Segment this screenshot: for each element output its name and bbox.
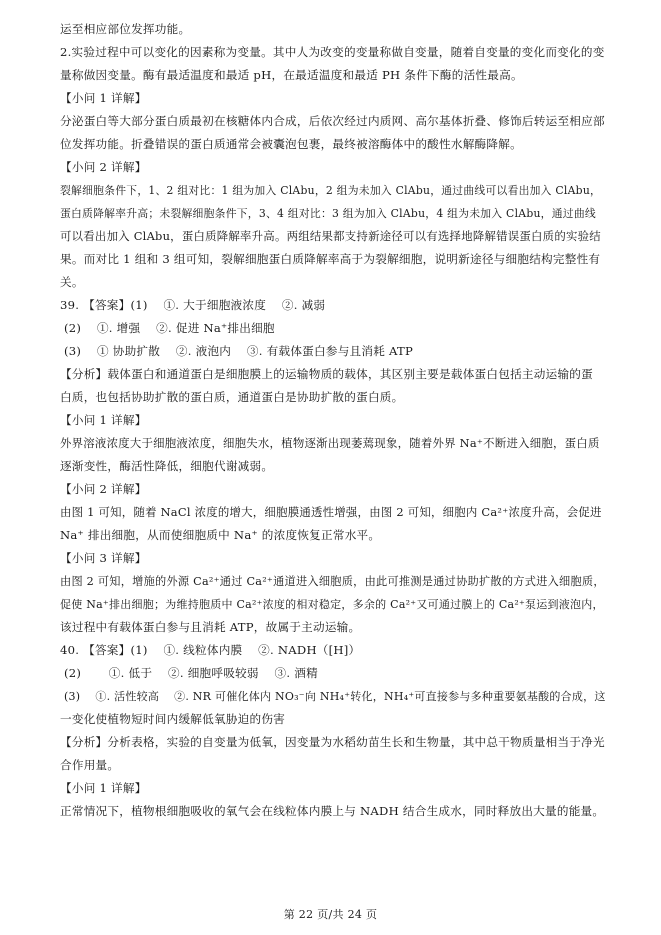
text-line: 外界溶液浓度大于细胞液浓度，细胞失水，植物逐渐出现萎蔫现象，随着外界 Na⁺不断进入细胞，蛋白质 xyxy=(60,436,600,450)
text-line: 该过程中有载体蛋白参与且消耗 ATP，故属于主动运输。 xyxy=(60,620,361,634)
section-heading: 【小问 1 详解】 xyxy=(60,781,147,795)
answer-line: (3) ①. 活性较高 ②. NR 可催化体内 NO₃⁻向 NH₄⁺转化，NH₄⁺可直接参与多种重要氨基酸的合成，这 xyxy=(64,690,606,703)
text-line: 裂解细胞条件下，1、2 组对比：1 组为加入 ClAbu，2 组为未加入 ClAbu，通过曲线可以看出加入 ClAbu， xyxy=(60,184,602,197)
answer-line: 40. 【答案】(1) ①. 线粒体内膜 ②. NADH（[H]） xyxy=(60,643,361,657)
text-line: 关。 xyxy=(60,275,84,289)
section-heading: 【小问 1 详解】 xyxy=(60,413,147,427)
text-line: 逐渐变性，酶活性降低，细胞代谢减弱。 xyxy=(60,459,274,473)
page-footer: 第 22 页/共 24 页 xyxy=(283,908,378,921)
text-line: Na⁺ 排出细胞，从而使细胞质中 Na⁺ 的浓度恢复正常水平。 xyxy=(60,528,381,542)
text-line: 促使 Na⁺排出细胞；为维持胞质中 Ca²⁺浓度的相对稳定，多余的 Ca²⁺又可通过膜上的 Ca²⁺泵运到液泡内， xyxy=(60,598,604,611)
text-line: 可以看出加入 ClAbu，蛋白质降解率升高。两组结果都支持新途径可以有选择地降解错误蛋白质的实验结 xyxy=(60,229,601,243)
text-line: 量称做因变量。酶有最适温度和最适 pH，在最适温度和最适 PH 条件下酶的活性最高。 xyxy=(60,68,523,82)
text-line: 由图 1 可知，随着 NaCl 浓度的增大，细胞膜通透性增强，由图 2 可知，细胞内 Ca²⁺浓度升高，会促进 xyxy=(60,505,602,519)
section-heading: 【小问 2 详解】 xyxy=(60,482,147,496)
answer-line: (2) ①. 低于 ②. 细胞呼吸较弱 ③. 酒精 xyxy=(64,666,318,680)
text-line: 蛋白质降解率升高；未裂解细胞条件下，3、4 组对比：3 组为加入 ClAbu，4 组为未加入 ClAbu，通过曲线 xyxy=(60,207,596,220)
section-heading: 【小问 1 详解】 xyxy=(60,91,147,105)
text-line: 果。而对比 1 组和 3 组可知，裂解细胞蛋白质降解率高于为裂解细胞，说明新途径与细胞结构完整性有 xyxy=(60,252,601,266)
answer-line: (2) ①. 增强 ②. 促进 Na⁺排出细胞 xyxy=(64,321,275,335)
text-line: 正常情况下，植物根细胞吸收的氧气会在线粒体内膜上与 NADH 结合生成水，同时释放出大量的能量。 xyxy=(60,804,605,818)
text-line: 合作用量。 xyxy=(60,758,120,772)
text-line: 2.实验过程中可以变化的因素称为变量。其中人为改变的变量称做自变量，随着自变量的变化而变化的变 xyxy=(60,45,605,59)
text-line: 一变化使植物短时间内缓解低氧胁迫的伤害 xyxy=(60,712,286,726)
section-heading: 【小问 3 详解】 xyxy=(60,551,147,565)
text-line: 白质，也包括协助扩散的蛋白质，通道蛋白是协助扩散的蛋白质。 xyxy=(60,390,404,404)
text-line: 由图 2 可知，增施的外源 Ca²⁺通过 Ca²⁺通道进入细胞质，由此可推测是通过协助扩散的方式进入细胞质， xyxy=(60,575,605,588)
section-heading: 【小问 2 详解】 xyxy=(60,160,147,174)
text-line: 分泌蛋白等大部分蛋白质最初在核糖体内合成，后依次经过内质网、高尔基体折叠、修饰后转运至相应部 xyxy=(60,114,605,128)
text-line: 位发挥功能。折叠错误的蛋白质通常会被囊泡包裹，最终被溶酶体中的酸性水解酶降解。 xyxy=(60,137,522,151)
answer-line: 39. 【答案】(1) ①. 大于细胞液浓度 ②. 减弱 xyxy=(60,298,326,312)
text-line: 运至相应部位发挥功能。 xyxy=(60,22,191,36)
text-line: 【分析】载体蛋白和通道蛋白是细胞膜上的运输物质的载体，其区别主要是载体蛋白包括主动运输的蛋 xyxy=(60,367,593,381)
answer-line: (3) ① 协助扩散 ②. 液泡内 ③. 有载体蛋白参与且消耗 ATP xyxy=(64,344,414,358)
text-line: 【分析】分析表格，实验的自变量为低氧，因变量为水稻幼苗生长和生物量，其中总干物质量相当于净光 xyxy=(60,735,605,749)
